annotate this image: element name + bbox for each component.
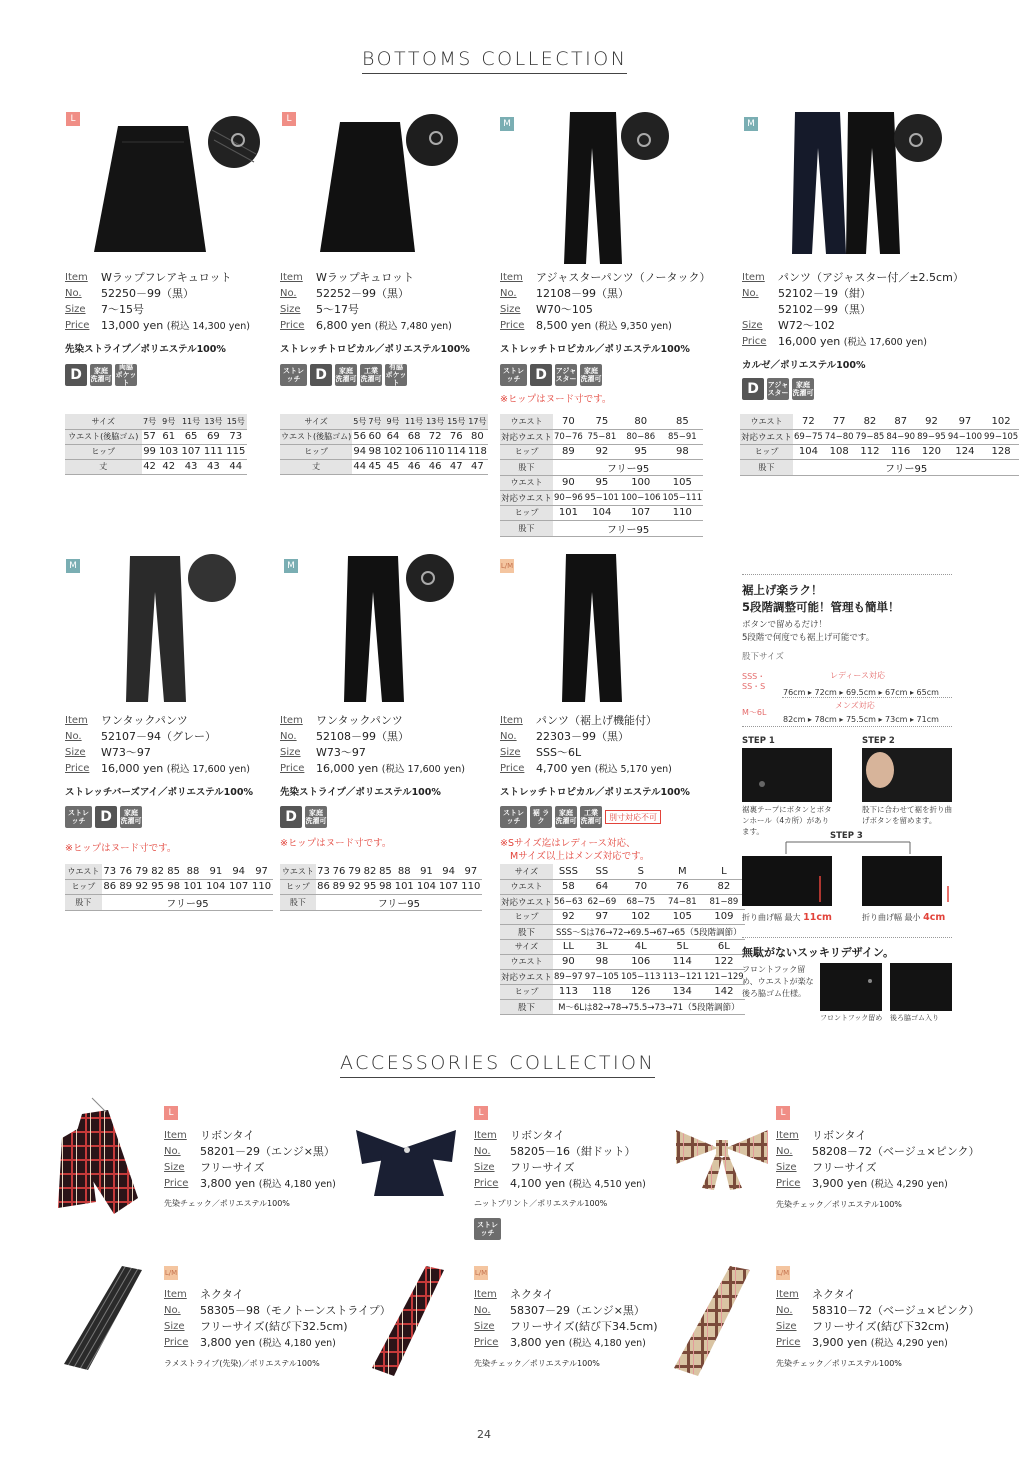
side-pocket-icon: 有脇 ポケット: [385, 363, 407, 387]
size-table: ウエスト 73 76 79 82 85 88 91 94 97 ヒップ 86 89 92 95 98 101 104 107 110 股下 フリー95: [281, 865, 481, 910]
product-item: ワンタックパンツ: [101, 714, 188, 727]
stretch-icon: ストレッチ: [500, 806, 527, 828]
accessory-size: フリーサイズ: [812, 1161, 877, 1174]
design-caption-2: 後ろ脇ゴム入り: [890, 1014, 939, 1022]
product-material: ストレッチトロピカル／ポリエステル100%: [500, 787, 690, 798]
dry-clean-icon: D: [530, 364, 552, 386]
size-badge-mens: M: [66, 559, 80, 573]
step1-photo: [742, 748, 832, 802]
size-badge-ladies: L: [66, 112, 80, 126]
home-wash-icon: 家庭 洗濯可: [120, 806, 142, 828]
accessory-material: 先染チェック／ポリエステル100%: [776, 1200, 902, 1209]
pants-photo: [560, 552, 630, 707]
accessory-spec: Item リボンタイ No. 58201－29（エンジ×黒） Size フリーサイズ Price 3,800 yen (税込 4,180 yen): [164, 1129, 336, 1190]
product-number: 52250－99（黒）: [101, 287, 194, 300]
product-size: SSS～6L: [536, 746, 582, 759]
stretch-icon: ストレッチ: [500, 364, 527, 386]
product-spec: Item アジャスターパンツ（ノータック） No. 12108－99（黒） Size W70～105 Price 8,500 yen (税込 9,350 yen): [500, 271, 711, 332]
design-caption-1: フロントフック留め: [820, 1014, 883, 1022]
product-price: 6,800 yen: [316, 319, 372, 332]
design-title: 無駄がないスッキリデザイン。: [742, 946, 895, 959]
home-wash-icon: 家庭 洗濯可: [792, 378, 814, 400]
home-wash-icon: 家庭 洗濯可: [335, 364, 357, 386]
stretch-icon: ストレッチ: [65, 806, 92, 828]
size-badge-mens: M: [500, 117, 514, 131]
product-number: 22303－99（黒）: [536, 730, 629, 743]
accessory-item: リボンタイ: [812, 1129, 867, 1142]
promo-text-1: ボタンで留めるだけ！: [742, 620, 828, 630]
accessory-spec: Item ネクタイ No. 58310－72（ベージュ×ピンク） Size フリーサイズ(結び下32cm) Price 3,900 yen (税込 4,290 yen): [776, 1288, 980, 1349]
product-price: 8,500 yen: [536, 319, 592, 332]
hip-note: ※ヒップはヌード寸です。: [65, 843, 177, 854]
feature-icons: [280, 806, 327, 828]
step2-text: 股下に合わせて裾を折り曲げボタンを留めます。: [862, 805, 952, 825]
feature-icons: [500, 806, 661, 828]
industrial-wash-icon: 工業 洗濯可: [360, 364, 382, 386]
product-number: 52102－19（紺）: [778, 287, 871, 300]
industrial-wash-icon: 工業 洗濯可: [580, 806, 602, 828]
accessory-item: ネクタイ: [510, 1288, 554, 1301]
accessory-number: 58310－72（ベージュ×ピンク）: [812, 1304, 980, 1317]
product-material: 先染ストライプ／ポリエステル100%: [280, 787, 441, 798]
hem-easy-icon: 裾 ラク: [530, 806, 552, 828]
product-spec: Item ワンタックパンツ No. 52108－99（黒） Size W73～97 Price 16,000 yen (税込 17,600 yen): [280, 714, 465, 775]
product-item: パンツ（裾上げ機能付）: [536, 714, 657, 727]
size-badge-ladies: L: [282, 112, 296, 126]
product-price: 16,000 yen: [101, 762, 164, 775]
product-number: 52108－99（黒）: [316, 730, 409, 743]
divider: [782, 697, 952, 698]
accessory-price: 3,800 yen: [510, 1336, 566, 1349]
product-size: W72～102: [778, 319, 835, 332]
stretch-icon: ストレッチ: [474, 1218, 501, 1240]
accessory-number: 58305－98（モノトーンストライプ）: [200, 1304, 391, 1317]
ladies-values: 76cm ▸ 72cm ▸ 69.5cm ▸ 67cm ▸ 65cm: [783, 688, 939, 697]
dry-clean-icon: D: [310, 364, 332, 386]
no-custom-size-badge: 別寸対応不可: [605, 810, 661, 824]
ladies-label: レディース対応: [830, 671, 885, 680]
size-note-1: ※Sサイズ迄はレディース対応、: [500, 838, 636, 849]
design-photos: [820, 963, 952, 1011]
accessory-size: フリーサイズ(結び下34.5cm): [510, 1320, 658, 1333]
mens-label: メンズ対応: [835, 701, 875, 710]
product-size: W73～97: [101, 746, 151, 759]
product-item: Wラップフレアキュロット: [101, 271, 232, 284]
step1-text: 裾裏テープにボタンとボタンホール（4カ所）があります。: [742, 805, 832, 836]
product-price: 16,000 yen: [778, 335, 841, 348]
product-size: W70～105: [536, 303, 593, 316]
accessory-number: 58205－16（紺ドット）: [510, 1145, 636, 1158]
product-size: W73～97: [316, 746, 366, 759]
accessory-number: 58201－29（エンジ×黒）: [200, 1145, 335, 1158]
feature-icons: [65, 364, 137, 386]
product-size: 5～17号: [316, 303, 359, 316]
home-wash-icon: 家庭 洗濯可: [90, 364, 112, 386]
step2-photo: [862, 748, 952, 802]
home-wash-icon: 家庭 洗濯可: [555, 806, 577, 828]
product-spec: Item パンツ（アジャスター付／±2.5cm） No. 52102－19（紺） 52102－99（黒） Size W72～102 Price 16,000 yen (税込 17,600 yen): [742, 271, 964, 348]
accessory-price: 3,800 yen: [200, 1336, 256, 1349]
size-table: サイズ 5号 7号 9号 11号 13号 15号 17号 ウエスト(後脇ゴム) 56 60 64 68 72 76 80 ヒップ 94 98 102 106 110 114 118 丈 44 45 45 46 46 47 47: [280, 414, 488, 475]
adjuster-icon: アジャ スター: [555, 364, 577, 386]
step2-label: STEP 2: [862, 736, 895, 746]
side-pocket-icon: 両脇 ポケット: [115, 363, 137, 387]
product-number: 52252－99（黒）: [316, 287, 409, 300]
accessory-number: 58208－72（ベージュ×ピンク）: [812, 1145, 980, 1158]
accessory-item: リボンタイ: [200, 1129, 255, 1142]
home-wash-icon: 家庭 洗濯可: [305, 806, 327, 828]
product-material: ストレッチバーズアイ／ポリエステル100%: [65, 787, 253, 798]
ladies-sizes: SSS・SS・S: [742, 672, 766, 691]
product-number: 12108－99（黒）: [536, 287, 629, 300]
product-size: 7～15号: [101, 303, 144, 316]
dry-clean-icon: D: [95, 806, 117, 828]
dry-clean-icon: D: [280, 806, 302, 828]
product-price: 4,700 yen: [536, 762, 592, 775]
divider: [742, 574, 952, 575]
product-spec: Item パンツ（裾上げ機能付） No. 22303－99（黒） Size SSS～6L Price 4,700 yen (税込 5,170 yen): [500, 714, 672, 775]
accessory-spec: Item ネクタイ No. 58307－29（エンジ×黒） Size フリーサイズ(結び下34.5cm) Price 3,800 yen (税込 4,180 yen): [474, 1288, 658, 1349]
pants-photo: [790, 108, 950, 258]
size-badge-ladies-mens: L/M: [164, 1266, 178, 1280]
necktie-photo: [668, 1262, 768, 1380]
ribbon-tie-photo: [52, 1098, 148, 1218]
size-badge-mens: M: [744, 117, 758, 131]
accessory-material: 先染チェック／ポリエステル100%: [164, 1199, 290, 1208]
size-badge-ladies: L: [474, 1106, 488, 1120]
accessory-spec: Item リボンタイ No. 58205－16（紺ドット） Size フリーサイズ Price 4,100 yen (税込 4,510 yen): [474, 1129, 646, 1190]
accessory-material: 先染チェック／ポリエステル100%: [474, 1359, 600, 1368]
product-price-tax: (税込 17,600 yen): [166, 764, 250, 775]
product-spec: Item ワンタックパンツ No. 52107－94（グレー） Size W73～97 Price 16,000 yen (税込 17,600 yen): [65, 714, 250, 775]
page-number: 24: [477, 1428, 491, 1441]
accessory-material: ニットプリント／ポリエステル100%: [474, 1199, 608, 1208]
divider: [742, 726, 952, 727]
home-wash-icon: 家庭 洗濯可: [580, 364, 602, 386]
inseam-label: 股下サイズ: [742, 652, 784, 662]
pants-photo: [338, 552, 458, 707]
product-spec: Item Wラップキュロット No. 52252－99（黒） Size 5～17号 Price 6,800 yen (税込 7,480 yen): [280, 271, 452, 332]
promo-title-1: 裾上げ楽ラク！: [742, 583, 823, 597]
divider: [742, 937, 952, 938]
product-number: 52107－94（グレー）: [101, 730, 216, 743]
product-price: 13,000 yen: [101, 319, 164, 332]
hip-note: ※ヒップはヌード寸です。: [280, 838, 392, 849]
size-badge-ladies-mens: L/M: [776, 1266, 790, 1280]
accessory-size: フリーサイズ: [200, 1161, 265, 1174]
size-badge-ladies: L: [776, 1106, 790, 1120]
product-price-tax: (税込 9,350 yen): [594, 321, 672, 332]
pants-photo: [120, 552, 240, 707]
step1-label: STEP 1: [742, 736, 775, 746]
promo-title-2: 5段階調整可能！管理も簡単！: [742, 600, 900, 614]
size-badge-ladies: L: [164, 1106, 178, 1120]
dry-clean-icon: D: [742, 378, 764, 400]
hip-note: ※ヒップはヌード寸です。: [500, 394, 612, 405]
product-price-tax: (税込 17,600 yen): [381, 764, 465, 775]
accessory-material: ラメストライプ(先染)／ポリエステル100%: [164, 1359, 320, 1368]
accessory-item: リボンタイ: [510, 1129, 565, 1142]
product-spec: [65, 270, 250, 335]
step3-label: STEP 3: [830, 831, 863, 841]
accessory-size: フリーサイズ: [510, 1161, 575, 1174]
culotte-photo: [300, 112, 465, 267]
ribbon-tie-photo: [352, 1126, 462, 1198]
pants-photo: [560, 108, 670, 268]
size-badge-ladies-mens: L/M: [474, 1266, 488, 1280]
ribbon-tie-photo: [672, 1124, 772, 1194]
fold-max: 折り曲げ幅 最大 11cm: [742, 912, 832, 923]
accessory-price: 4,100 yen: [510, 1177, 566, 1190]
feature-icons: [65, 806, 142, 828]
size-table: ウエスト 70 75 80 85 対応ウエスト 70−76 75−81 80−86 85−91 ヒップ 89 92 95 98 股下 フリー95 ウエスト 90 95 100 105 対応ウエスト 90−96 95−101 100−106 105−111 ヒップ 101 104 107 110 股下 フリー95: [501, 415, 703, 536]
accessory-item: ネクタイ: [200, 1288, 244, 1301]
product-price-tax: (税込 14,300 yen): [166, 321, 250, 332]
product-price-tax: (税込 17,600 yen): [843, 337, 927, 348]
size-table: サイズ 7号 9号 11号 13号 15号 ウエスト(後脇ゴム) 57 61 65 69 73 ヒップ 99 103 107 111 115 丈 42 42 43 43 44: [65, 414, 247, 475]
necktie-photo: [58, 1262, 158, 1374]
design-text: フロントフック留め、ウエストが楽な後ろ脇ゴム仕様。: [742, 965, 814, 998]
necktie-photo: [364, 1262, 464, 1380]
mens-values: 82cm ▸ 78cm ▸ 75.5cm ▸ 73cm ▸ 71cm: [783, 715, 939, 724]
accessory-item: ネクタイ: [812, 1288, 856, 1301]
product-item: パンツ（アジャスター付／±2.5cm）: [778, 271, 964, 284]
accessories-collection-title: ACCESSORIES COLLECTION: [340, 1052, 655, 1078]
size-table: サイズ SSS SS S M L ウエスト 58 64 70 76 82 対応ウエスト 56−63 62−69 68−75 74−81 81−89 ヒップ 92 97 102 105 109 股下 SSS～Sは76→72→69.5→67→65（5段階調節） サイズ LL 3L 4L 5L 6L ウエスト 90 98 106 114 122 対応ウエスト 89−97 97−105 105−113 113−121 121−129 ヒップ 113 118 126 134 142 股下 M～6Lは82→78→75.5→73→71（5段階調節）: [501, 865, 744, 1013]
feature-icons: [280, 364, 407, 386]
product-material: カルゼ／ポリエステル100%: [742, 360, 866, 371]
product-price-tax: (税込 7,480 yen): [374, 321, 452, 332]
spec-label-size: Size: [65, 304, 86, 315]
bottoms-collection-title: BOTTOMS COLLECTION: [362, 48, 627, 74]
size-badge-mens: M: [284, 559, 298, 573]
product-item: ワンタックパンツ: [316, 714, 403, 727]
promo-text-2: 5段階で何度でも裾上げ可能です。: [742, 633, 875, 643]
accessory-size: フリーサイズ(結び下32.5cm): [200, 1320, 348, 1333]
spec-label-price: Price: [65, 320, 90, 331]
accessory-number: 58307－29（エンジ×黒）: [510, 1304, 645, 1317]
accessory-price: 3,900 yen: [812, 1177, 868, 1190]
size-table: ウエスト 72 77 82 87 92 97 102 対応ウエスト 69−75 74−80 79−85 84−90 89−95 94−100 99−105 ヒップ 104 108 112 116 120 124 128 股下 フリー95: [741, 415, 1019, 475]
dry-clean-icon: D: [65, 364, 87, 386]
product-material: 先染ストライプ／ポリエステル100%: [65, 344, 226, 355]
accessory-spec: Item リボンタイ No. 58208－72（ベージュ×ピンク） Size フリーサイズ Price 3,900 yen (税込 4,290 yen): [776, 1129, 980, 1190]
product-material: ストレッチトロピカル／ポリエステル100%: [280, 344, 470, 355]
size-table: ウエスト 73 76 79 82 85 88 91 94 97 ヒップ 86 89 92 95 98 101 104 107 110 股下 フリー95: [65, 864, 273, 911]
culotte-photo: [88, 112, 268, 272]
product-price-tax: (税込 5,170 yen): [594, 764, 672, 775]
accessory-material: 先染チェック／ポリエステル100%: [776, 1359, 902, 1368]
adjuster-icon: アジャ スター: [767, 378, 789, 400]
size-badge-ladies-mens: L/M: [500, 559, 514, 573]
accessory-price: 3,900 yen: [812, 1336, 868, 1349]
feature-icons: [500, 364, 602, 386]
step-arrows: [742, 842, 954, 908]
product-number-2: 52102－99（黒）: [778, 303, 871, 316]
product-price: 16,000 yen: [316, 762, 379, 775]
accessory-size: フリーサイズ(結び下32cm): [812, 1320, 950, 1333]
fold-min: 折り曲げ幅 最小 4cm: [862, 912, 946, 923]
accessory-price: 3,800 yen: [200, 1177, 256, 1190]
size-note-2: Mサイズ以上はメンズ対応です。: [510, 851, 650, 862]
product-item: アジャスターパンツ（ノータック）: [536, 271, 711, 284]
spec-label-no: No.: [65, 288, 82, 299]
product-item: Wラップキュロット: [316, 271, 414, 284]
product-material: ストレッチトロピカル／ポリエステル100%: [500, 344, 690, 355]
mens-sizes: M～6L: [742, 708, 767, 717]
feature-icons: [742, 378, 814, 400]
accessory-spec: Item ネクタイ No. 58305－98（モノトーンストライプ） Size フリーサイズ(結び下32.5cm) Price 3,800 yen (税込 4,180 yen): [164, 1288, 391, 1349]
stretch-icon: ストレッチ: [280, 364, 307, 386]
spec-label-item: Item: [65, 272, 88, 283]
